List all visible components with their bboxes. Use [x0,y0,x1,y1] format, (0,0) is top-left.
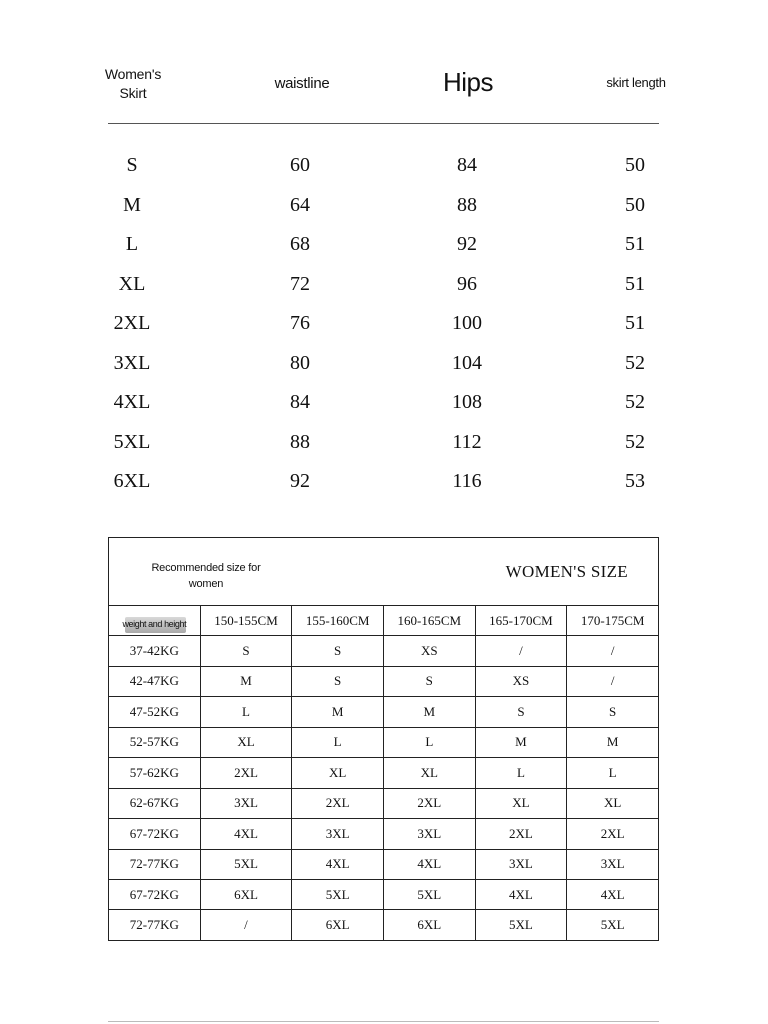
height-header-cell: 160-165CM [383,606,475,636]
measurement-size-cell: 3XL [113,351,151,374]
size-cell: M [383,697,475,727]
size-cell: 5XL [383,880,475,910]
height-header-cell: 165-170CM [475,606,567,636]
measurement-hips-cell: 100 [452,312,482,334]
size-cell: / [200,910,292,941]
table-row [109,849,659,879]
measurement-row [0,145,768,185]
size-cell: XL [292,758,384,788]
size-cell: 4XL [383,849,475,879]
measurement-size-cell: S [126,154,138,176]
measurement-size-cell: 2XL [113,312,151,334]
size-cell: / [567,636,659,666]
size-cell: 5XL [200,849,292,879]
measurement-skirt-length-cell: 51 [625,272,645,295]
measurement-hips-cell: 104 [452,351,482,374]
size-cell: / [475,636,567,666]
size-cell: 3XL [567,849,659,879]
header-divider [108,123,659,124]
size-cell: XL [200,727,292,757]
womens-size-title: WOMEN'S SIZE [505,562,628,581]
table-row [109,819,659,849]
bottom-divider [108,1021,659,1022]
header-size: Women's Skirt [104,66,162,101]
measurement-row [0,422,768,462]
size-cell: 6XL [292,910,384,941]
size-cell: XL [475,788,567,818]
size-cell: 4XL [200,819,292,849]
measurement-size-cell: XL [118,272,146,295]
size-recommendation-table [108,537,659,941]
header-hips: Hips [442,67,493,97]
size-cell: S [292,666,384,696]
measurement-waistline-cell: 92 [290,470,310,492]
measurement-skirt-length-cell: 52 [625,430,645,453]
weight-cell: 37-42KG [109,636,201,666]
measurement-size-cell: 5XL [113,430,151,453]
size-cell: L [475,758,567,788]
weight-cell: 72-77KG [109,910,201,941]
size-cell: 3XL [292,819,384,849]
size-cell: 5XL [475,910,567,941]
size-cell: S [383,666,475,696]
size-cell: M [567,727,659,757]
size-cell: 2XL [383,788,475,818]
measurement-skirt-length-cell: 51 [625,233,645,255]
size-cell: M [292,697,384,727]
size-cell: L [383,727,475,757]
size-cell: M [475,727,567,757]
weight-cell: 72-77KG [109,849,201,879]
size-cell: S [292,636,384,666]
measurement-skirt-length-cell: 50 [625,193,645,216]
size-cell: 3XL [475,849,567,879]
measurement-waistline-cell: 64 [290,193,310,216]
size-cell: XL [567,788,659,818]
measurement-hips-cell: 108 [452,391,482,413]
size-cell: M [200,666,292,696]
measurement-size-cell: M [123,193,141,216]
table-header-row [109,606,659,636]
measurement-hips-cell: 96 [457,272,477,295]
size-cell: 5XL [567,910,659,941]
measurement-row [0,224,768,264]
measurement-hips-cell: 116 [452,470,482,492]
height-header-cell: 155-160CM [292,606,384,636]
size-cell: 5XL [292,880,384,910]
size-cell: 6XL [200,880,292,910]
table-row [109,727,659,757]
measurement-row [0,185,768,225]
measurement-skirt-length-cell: 51 [625,312,645,334]
height-header-cell: 170-175CM [567,606,659,636]
measurement-row [0,382,768,422]
table-row [109,636,659,666]
measurement-waistline-cell: 76 [290,312,310,334]
size-cell: 6XL [383,910,475,941]
size-cell: 2XL [567,819,659,849]
size-cell: 2XL [292,788,384,818]
size-cell: / [567,666,659,696]
measurement-hips-cell: 84 [457,154,477,176]
measurement-row [0,461,768,501]
table-row [109,788,659,818]
size-cell: XS [383,636,475,666]
weight-cell: 42-47KG [109,666,201,696]
size-cell: 4XL [475,880,567,910]
size-cell: 2XL [475,819,567,849]
size-cell: S [475,697,567,727]
measurement-rows [0,145,768,501]
measurement-waistline-cell: 80 [290,351,310,374]
measurement-hips-cell: 92 [457,233,477,255]
size-cell: 3XL [383,819,475,849]
table-row [109,758,659,788]
measurement-row [0,343,768,383]
size-cell: XL [383,758,475,788]
weight-cell: 67-72KG [109,819,201,849]
measurement-skirt-length-cell: 52 [625,351,645,374]
measurement-skirt-length-cell: 52 [625,391,645,413]
size-cell: L [292,727,384,757]
size-cell: 4XL [292,849,384,879]
table-title-row [109,538,659,606]
header-waistline: waistline [274,75,330,92]
measurement-size-cell: 6XL [113,470,151,492]
corner-label: weight and height [122,618,187,629]
table-row [109,666,659,696]
measurement-row [0,303,768,343]
measurement-waistline-cell: 88 [290,430,310,453]
measurement-skirt-length-cell: 50 [625,154,645,176]
measurement-size-cell: 4XL [113,391,151,413]
table-row [109,910,659,941]
size-cell: S [567,697,659,727]
measurement-size-cell: L [125,233,139,255]
weight-height-corner [109,606,201,636]
size-cell: S [200,636,292,666]
weight-cell: 52-57KG [109,727,201,757]
height-header-cell: 150-155CM [200,606,292,636]
measurement-hips-cell: 112 [452,430,482,453]
measurement-waistline-cell: 84 [290,391,310,413]
measurement-waistline-cell: 72 [290,272,310,295]
table-row [109,880,659,910]
measurement-row [0,264,768,304]
measurement-waistline-cell: 60 [290,154,310,176]
size-cell: 2XL [200,758,292,788]
weight-cell: 67-72KG [109,880,201,910]
size-cell: XS [475,666,567,696]
measurement-skirt-length-cell: 53 [625,470,645,492]
table-row [109,697,659,727]
header-skirt-length: skirt length [606,75,666,90]
weight-cell: 57-62KG [109,758,201,788]
size-cell: L [567,758,659,788]
weight-cell: 47-52KG [109,697,201,727]
size-cell: 4XL [567,880,659,910]
weight-cell: 62-67KG [109,788,201,818]
size-cell: 3XL [200,788,292,818]
size-cell: L [200,697,292,727]
measurement-hips-cell: 88 [457,193,477,216]
measurement-waistline-cell: 68 [290,233,310,255]
recommended-size-label: Recommended size for women [151,562,261,590]
